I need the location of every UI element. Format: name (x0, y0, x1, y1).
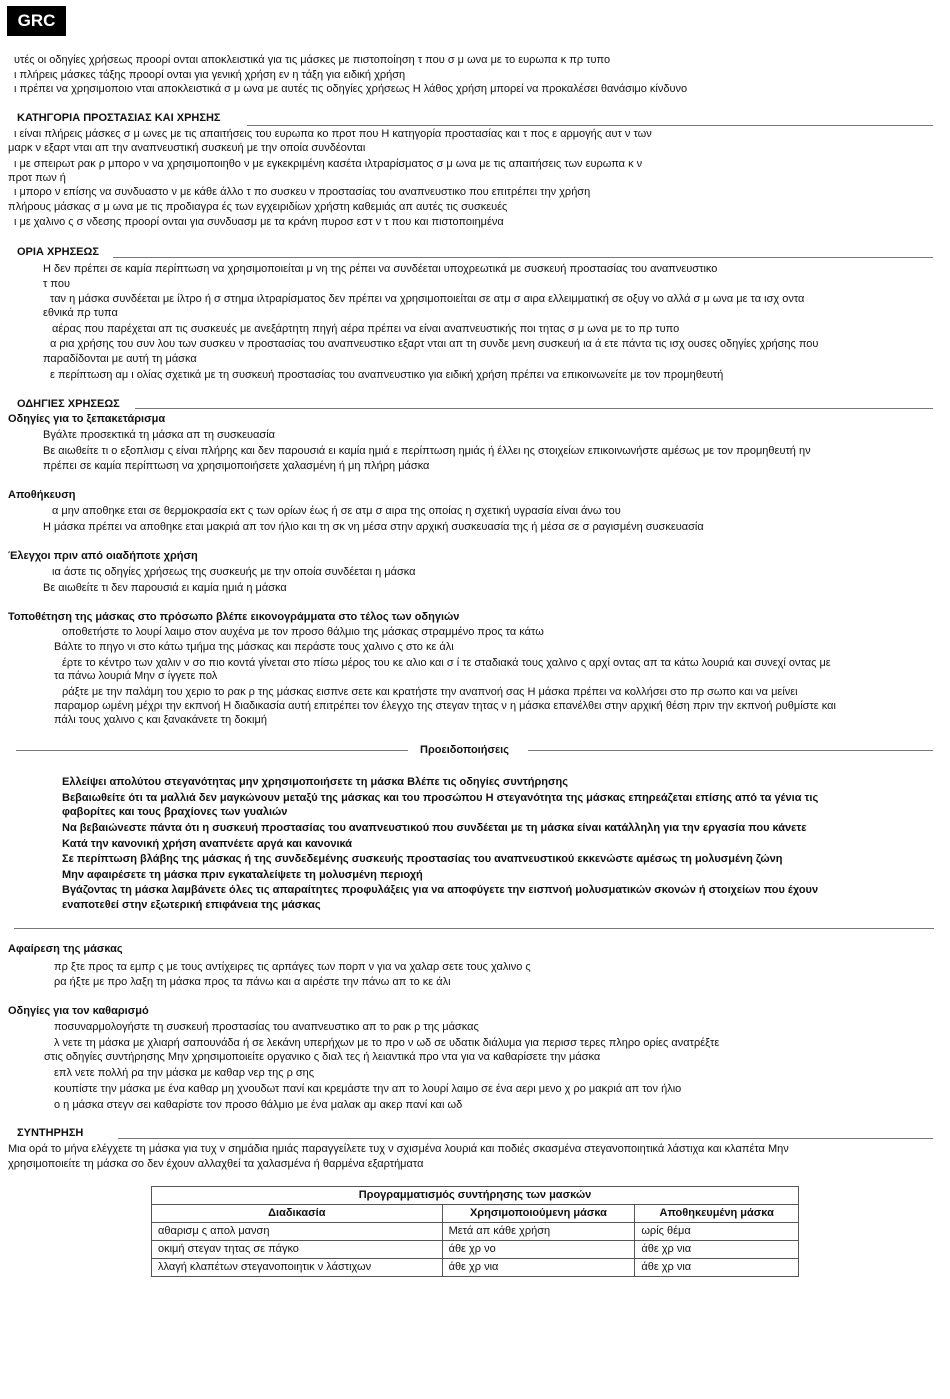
text-line: πλήρους μάσκας σ μ ωνα με τις προδιαγρα ές των εγχειριδίων χρήστη καθεμιάς απ αυτές τις συσκευές (8, 201, 508, 213)
intro-line: ι πλήρεις μάσκες τάξης προορί ονται για γενική χρήση εν η τάξη για ειδική χρήση (14, 69, 406, 81)
section-heading-warnings: Προειδοποιήσεις (420, 744, 509, 756)
section-heading-category: ΚΑΤΗΓΟΡΙΑ ΠΡΟΣΤΑΣΙΑΣ ΚΑΙ ΧΡΗΣΗΣ (17, 112, 221, 124)
table-caption: Προγραμματισμός συντήρησης των μασκών (152, 1187, 799, 1205)
text-line: πάλι τους χαλινο ς και ξανακάνετε τη δοκιμή (54, 714, 267, 726)
divider (16, 750, 408, 751)
subheading: Οδηγίες για το ξεπακετάρισμα (8, 413, 166, 425)
text-line: επλ νετε πολλή ρα την μάσκα με καθαρ νερ της ρ σης (54, 1067, 315, 1079)
warning-line: φαβορίτες και τους βραχίονες των γυαλιών (62, 806, 288, 818)
text-line: τ που (43, 278, 70, 290)
text-line: ταν η μάσκα συνδέεται με ίλτρο ή σ στημα ιλτραρίσματος δεν πρέπει να χρησιμοποιείται σε ατμ σ αιρα ελλειμματική σε οξυγ νο αλλά σ μ ωνα με τα ισχ οντα (50, 293, 805, 305)
text-line: οποθετήστε το λουρί λαιμο στον αυχένα με τον προσο θάλμιο της μάσκας στραμμένο προς τα κάτω (62, 626, 544, 638)
text-line: ρα ήξτε με προ λαξη τη μάσκα προς τα πάνω και α αιρέστε την πάνω απ το κε άλι (54, 976, 451, 988)
intro-line: ι πρέπει να χρησιμοποιο νται αποκλειστικά σ μ ωνα με αυτές τις οδηγίες χρήσεως Η λάθος χρήση μπορεί να προκαλέσει θανάσιμο κίνδυνο (14, 83, 688, 95)
warning-line: Ελλείψει απολύτου στεγανότητας μην χρησιμοποιήσετε τη μάσκα Βλέπε τις οδηγίες συντήρησης (62, 776, 568, 788)
text-line: πρέπει σε καμία περίπτωση να χρησιμοποιήσετε χαλασμένη ή μη πλήρη μάσκα (43, 460, 430, 472)
divider (14, 928, 934, 929)
intro-line: υτές οι οδηγίες χρήσεως προορί ονται αποκλειστικά για τις μάσκες με πιστοποίηση τ που σ μ ωνα με το ευρωπα κ πρ τυπο (14, 54, 611, 66)
table-header-row (152, 1205, 799, 1223)
table-row (152, 1259, 799, 1277)
text-line: ι είναι πλήρεις μάσκες σ μ ωνες με τις απαιτήσεις του ευρωπα κο προτ που Η κατηγορία προστασίας και τ πος ε αρμογής αυτ ν των (14, 128, 652, 140)
table-cell: άθε χρ νο (442, 1241, 635, 1259)
text-line: έρτε το κέντρο των χαλιν ν σο πιο κοντά γίνεται στο πίσω μέρος του κε αλιο και σ ί τε σταδιακά τους χαλινο ς αρχί οντας απ τα κάτω λουριά και συνεχί οντας με (62, 657, 831, 669)
divider (247, 125, 933, 126)
text-line: τα πάνω λουριά Μην σ ίγγετε πολ (54, 670, 218, 682)
divider (113, 257, 933, 258)
text-line: α ρια χρήσης του συν λου των συσκευ ν προστασίας του αναπνευστικο εξαρτ νται απ τη συνδε μενη συσκευή ια ά ετε πάντα τις ισχ ουσες οδηγίες χρήσης που (50, 338, 819, 350)
text-line: ι μπορο ν επίσης να συνδυαστο ν με κάθε άλλο τ πο συσκευ ν προστασίας του αναπνευστικο που επιτρέπει την χρήση (14, 186, 591, 198)
text-line: Η δεν πρέπει σε καμία περίπτωση να χρησιμοποιείται μ νη της ρέπει να συνδέεται υποχρεωτικά με συσκευή προστασίας του αναπνευστικο (43, 263, 718, 275)
subheading: Αποθήκευση (8, 489, 76, 501)
section-heading-maintenance: ΣΥΝΤΗΡΗΣΗ (17, 1127, 84, 1139)
table-cell: ωρίς θέμα (635, 1223, 799, 1241)
text-line: αέρας που παρέχεται απ τις συσκευές με ανεξάρτητη πηγή αέρα πρέπει να είναι αναπνευστικής ποι τητας σ μ ωνα με το πρ τυπο (52, 323, 680, 335)
table-cell: αθαρισμ ς απολ μανση (152, 1223, 443, 1241)
text-line: παραδίδονται με αυτή τη μάσκα (43, 353, 197, 365)
text-line: προτ πων ή (8, 172, 66, 184)
divider (135, 408, 933, 409)
text-line: ια άστε τις οδηγίες χρήσεως της συσκευής με την οποία συνδέεται η μάσκα (52, 566, 416, 578)
subheading: Οδηγίες για τον καθαρισμό (8, 1005, 149, 1017)
subheading: Τοποθέτηση της μάσκας στο πρόσωπο βλέπε εικονογράμματα στο τέλος των οδηγιών (8, 611, 460, 623)
table-header: Διαδικασία (152, 1205, 443, 1223)
text-line: χρησιμοποιείτε τη μάσκα σο δεν έχουν αλλαχθεί τα χαλασμένα ή θαρμένα εξαρτήματα (8, 1158, 424, 1170)
text-line: κουπίστε την μάσκα με ένα καθαρ μη χνουδωτ πανί και κρεμάστε την απ το λουρί λαιμο σε ένα αερι μενο χ ρο μακριά απ τον ήλιο (54, 1083, 682, 1095)
text-line: Βε αιωθείτε τι ο εξοπλισμ ς είναι πλήρης και δεν παρουσιά ει καμία ημιά ε περίπτωση ημιάς ή έλλει ης στοιχείων επικοινωνήστε αμέσως με τον προμηθευτή ην (43, 445, 811, 457)
table-header: Χρησιμοποιούμενη μάσκα (442, 1205, 635, 1223)
text-line: μαρκ ν εξαρτ νται απ την αναπνευστική συσκευή με την οποία συνδέονται (8, 142, 366, 154)
table-cell: άθε χρ νια (635, 1259, 799, 1277)
maintenance-schedule-table (151, 1186, 799, 1277)
divider (118, 1138, 933, 1139)
text-line: εθνικά πρ τυπα (43, 307, 118, 319)
warning-line: Βγάζοντας τη μάσκα λαμβάνετε όλες τις απαραίτητες προφυλάξεις για να αποφύγετε την εισπνοή μολυσματικών σκονών ή στοιχείων που έχουν (62, 884, 819, 896)
section-heading-usage: ΟΔΗΓΙΕΣ ΧΡΗΣΕΩΣ (17, 398, 120, 410)
text-line: ι με χαλινο ς σ νδεσης προορί ονται για συνδυασμ με τα κράνη πυροσ εστ ν τ που και πιστοποιημένα (14, 216, 504, 228)
text-line: ποσυναρμολογήστε τη συσκευή προστασίας του αναπνευστικο απ το ρακ ρ της μάσκας (54, 1021, 479, 1033)
table-header: Αποθηκευμένη μάσκα (635, 1205, 799, 1223)
section-heading-limits: ΟΡΙΑ ΧΡΗΣΕΩΣ (17, 246, 99, 258)
text-line: ι με σπειρωτ ρακ ρ μπορο ν να χρησιμοποιηθο ν με εγκεκριμένη κασέτα ιλτραρίσματος σ μ ωνα με τις απαιτήσεις των ευρωπα κ ν (14, 158, 643, 170)
warning-line: Να βεβαιώνεστε πάντα ότι η συσκευή προστασίας του αναπνευστικού που συνδέεται με τη μάσκα είναι κατάλληλη για την εργασία που κάνετε (62, 822, 807, 834)
table-row (152, 1223, 799, 1241)
text-line: λ νετε τη μάσκα με χλιαρή σαπουνάδα ή σε λεκάνη υπερήχων με το προ ν ωδ σε υδατικ διάλυμα για περισσ τερες πληρο ορίες ανατρέξτε (54, 1037, 720, 1049)
table-cell: άθε χρ νια (442, 1259, 635, 1277)
text-line: α μην αποθηκε εται σε θερμοκρασία εκτ ς των ορίων έως ή σε ατμ σ αιρα της οποίας η σχετική υγρασία είναι άνω του (52, 505, 621, 517)
warning-line: Μην αφαιρέσετε τη μάσκα πριν εγκαταλείψετε τη μολυσμένη περιοχή (62, 869, 423, 881)
warning-line: Κατά την κανονική χρήση αναπνέετε αργά και κανονικά (62, 838, 353, 850)
text-line: Μια ορά το μήνα ελέγχετε τη μάσκα για τυχ ν σημάδια ημιάς παραγγείλετε τυχ ν σχισμένα λουριά και ποδιές σκασμένα στεγανοποιητικά λάστιχα και κλαπέτα Μην (8, 1143, 789, 1155)
text-line: Βάλτε το πηγο νι στο κάτω τμήμα της μάσκας και περάστε τους χαλινο ς στο κε άλι (54, 641, 454, 653)
table-cell: άθε χρ νια (635, 1241, 799, 1259)
text-line: ο η μάσκα στεγν σει καθαρίστε τον προσο θάλμιο με ένα μαλακ αμ ακερ πανί και ωδ (54, 1099, 463, 1111)
text-line: πρ ξτε προς τα εμπρ ς με τους αντίχειρες τις αρπάγες των πορπ ν για να χαλαρ σετε τους χαλινο ς (54, 961, 531, 973)
table-row (152, 1241, 799, 1259)
warning-line: Βεβαιωθείτε ότι τα μαλλιά δεν μαγκώνουν μεταξύ της μάσκας και του προσώπου Η στεγανότητα της μάσκας επηρεάζεται επίσης από τα γένια τις (62, 792, 819, 804)
table-cell: Μετά απ κάθε χρήση (442, 1223, 635, 1241)
language-badge: GRC (7, 6, 66, 36)
warning-line: Σε περίπτωση βλάβης της μάσκας ή της συνδεδεμένης συσκευής προστασίας του αναπνευστικού εκκενώστε αμέσως τη μολυσμένη ζώνη (62, 853, 783, 865)
subheading: Έλεγχοι πριν από οιαδήποτε χρήση (8, 550, 198, 562)
text-line: ε περίπτωση αμ ι ολίας σχετικά με τη συσκευή προστασίας του αναπνευστικο για ειδική χρήση πρέπει να επικοινωνείτε με τον προμηθευτή (50, 369, 724, 381)
table-cell: λλαγή κλαπέτων στεγανοποιητικ ν λάστιχων (152, 1259, 443, 1277)
divider (528, 750, 933, 751)
text-line: ράξτε με την παλάμη του χεριο το ρακ ρ της μάσκας εισπνε σετε και κρατήστε την αναπνοή σας Η μάσκα πρέπει να κολλήσει στο πρ σωπο και να μείνει (62, 686, 798, 698)
table-cell: οκιμή στεγαν τητας σε πάγκο (152, 1241, 443, 1259)
warning-line: εναποτεθεί στην εξωτερική επιφάνεια της μάσκας (62, 899, 321, 911)
text-line: παραμορ ωμένη μέχρι την εκπνοή Η διαδικασία αυτή επιτρέπει τον έλεγχο της στεγαν τητας ν η μάσκα επανέλθει στην αρχική θέση πριν την εκπνοή ρυθμίστε και (54, 700, 836, 712)
text-line: Η μάσκα πρέπει να αποθηκε εται μακριά απ τον ήλιο και τη σκ νη μέσα στην αρχική συσκευασία της ή μέσα σε σ ραγισμένη συσκευασία (43, 521, 704, 533)
subheading: Αφαίρεση της μάσκας (8, 943, 123, 955)
text-line: στις οδηγίες συντήρησης Μην χρησιμοποιείτε οργανικο ς διαλ τες ή λειαντικά προ ντα για να καθαρίσετε την μάσκα (44, 1051, 601, 1063)
text-line: Βε αιωθείτε τι δεν παρουσιά ει καμία ημιά η μάσκα (43, 582, 287, 594)
text-line: Βγάλτε προσεκτικά τη μάσκα απ τη συσκευασία (43, 429, 276, 441)
